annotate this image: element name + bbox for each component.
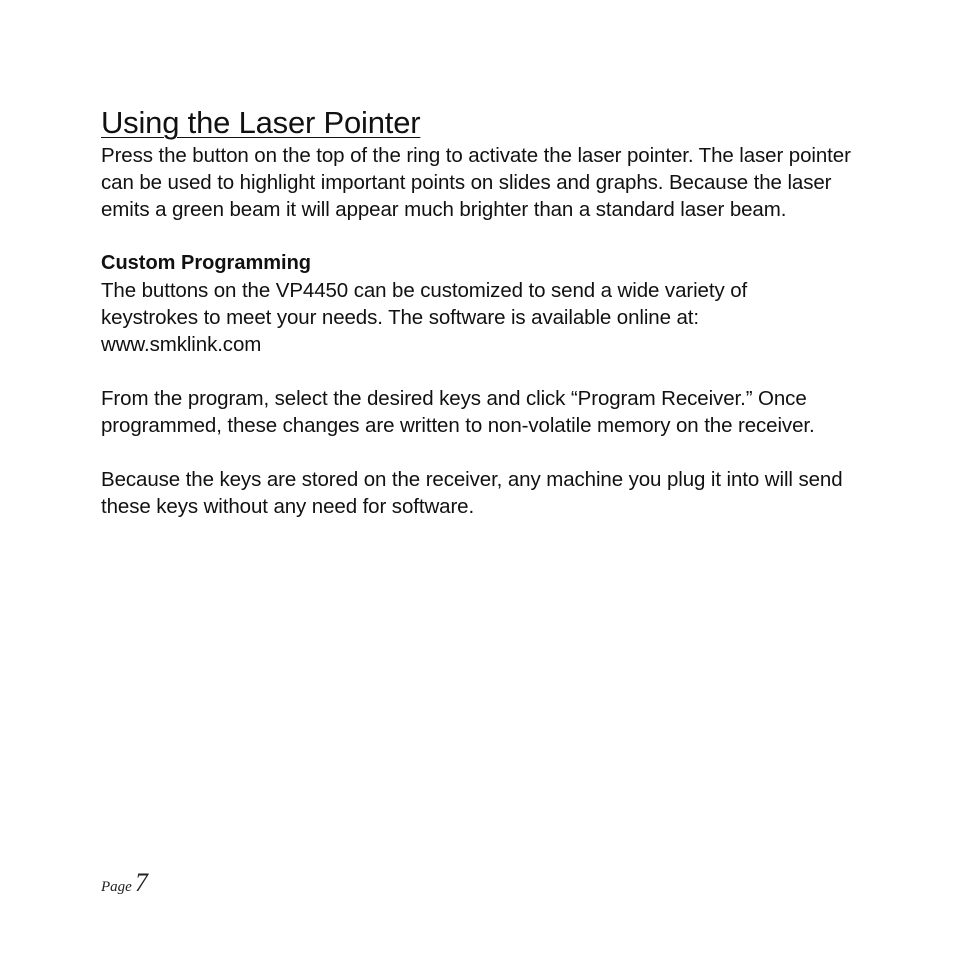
- page-number-value: 7: [134, 868, 148, 897]
- laser-pointer-paragraph: Press the button on the top of the ring to activate the laser pointer. The laser pointer can be used to highlight important points on slides and graphs. Because the laser emits a green beam it will appear much brighter than a standard laser beam.: [101, 144, 851, 221]
- page-number: [101, 868, 148, 898]
- website-url: www.smklink.com: [101, 333, 262, 356]
- custom-programming-heading: Custom Programming: [101, 252, 312, 274]
- custom-programming-line-1: The buttons on the VP4450 can be customized to send a wide variety of: [101, 279, 748, 302]
- page-label: Page: [101, 879, 132, 895]
- custom-programming-line-2: keystrokes to meet your needs. The software is available online at:: [101, 306, 699, 329]
- stored-keys-paragraph: Because the keys are stored on the receiver, any machine you plug it into will send these keys without any need for software.: [101, 468, 843, 518]
- section-title: Using the Laser Pointer: [101, 105, 421, 140]
- custom-programming-paragraph: [101, 277, 871, 358]
- program-receiver-paragraph: From the program, select the desired keys and click “Program Receiver.” Once programmed, these changes are written to non-volatile memory on the receiver.: [101, 387, 815, 437]
- page-content: [101, 104, 871, 520]
